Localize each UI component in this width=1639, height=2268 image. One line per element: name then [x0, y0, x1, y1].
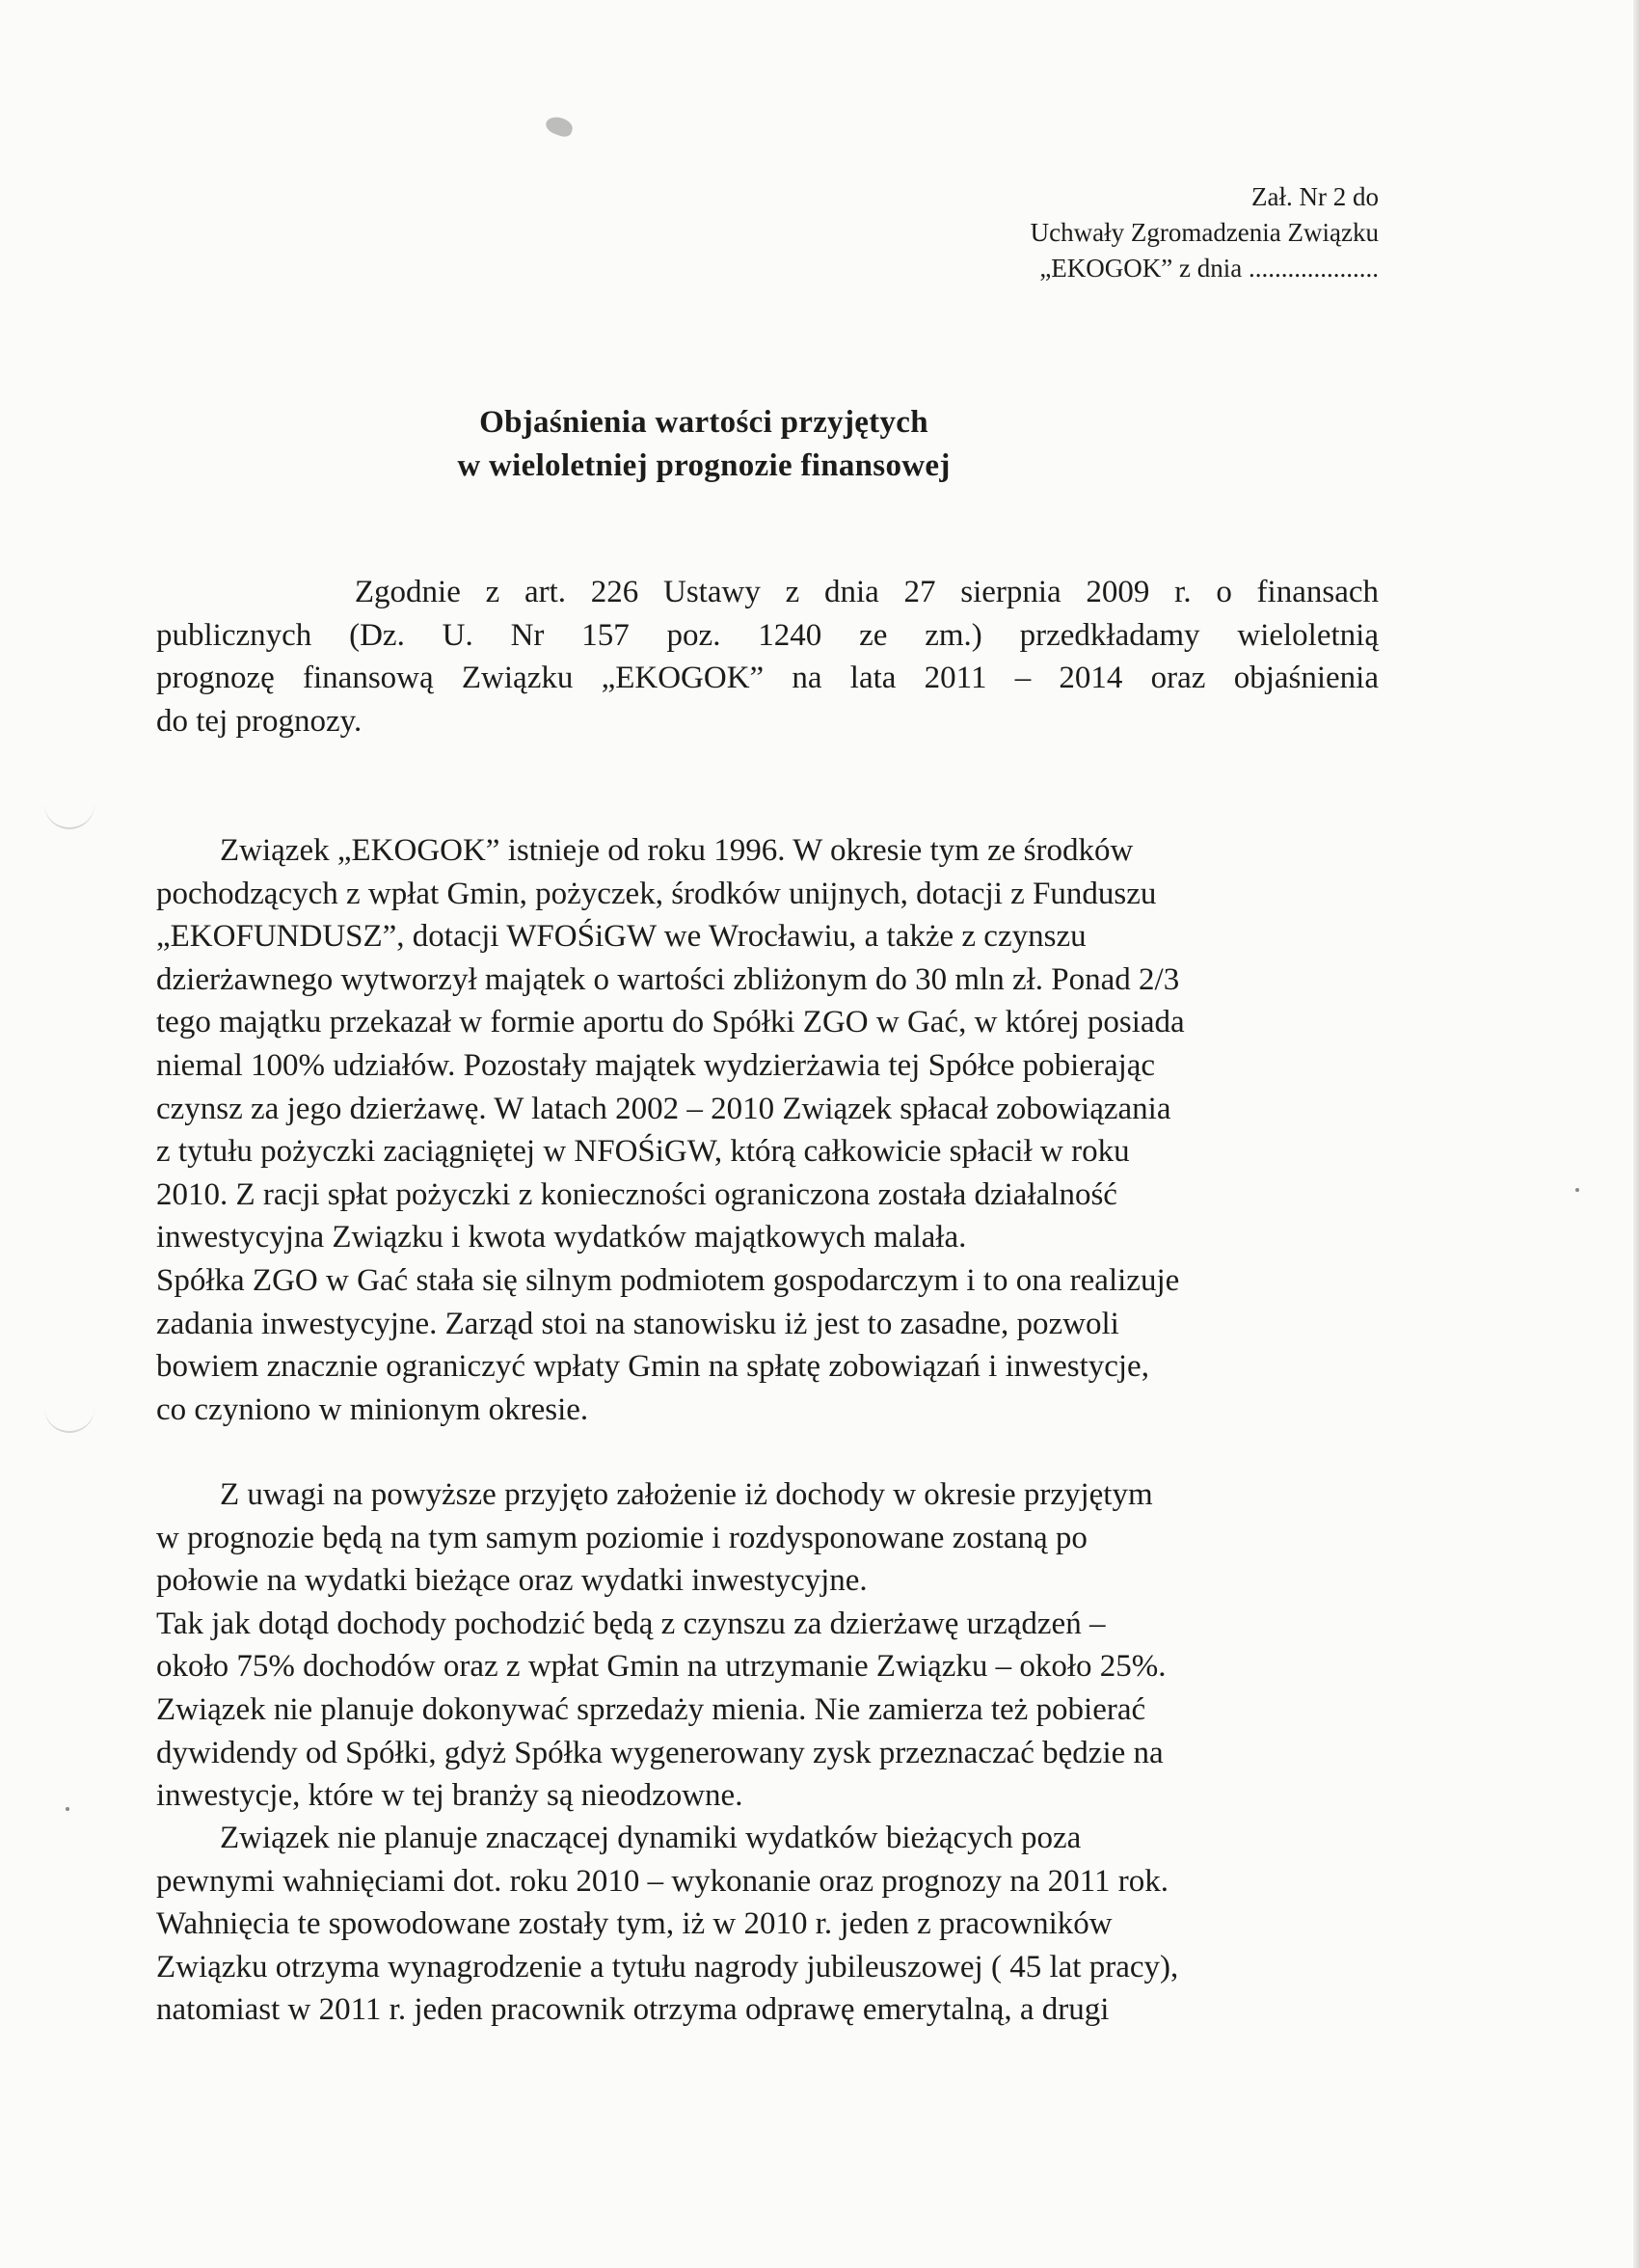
scan-speck — [544, 114, 575, 139]
document-title — [337, 401, 1070, 488]
paragraph-line: Tak jak dotąd dochody pochodzić będą z czynszu za dzierżawę urządzeń – — [156, 1606, 1106, 1641]
paragraph-line: z tytułu pożyczki zaciągniętej w NFOŚiGW, którą całkowicie spłacił w roku — [156, 1134, 1130, 1170]
paragraph-legal-basis — [156, 571, 1379, 742]
paragraph-line: natomiast w 2011 r. jeden pracownik otrzyma odprawę emerytalną, a drugi — [156, 1992, 1110, 2028]
paragraph-line: inwestycyjna Związku i kwota wydatków majątkowych malała. — [156, 1220, 967, 1256]
paragraph-line: dywidendy od Spółki, gdyż Spółka wygenerowany zysk przeznaczać będzie na — [156, 1735, 1164, 1770]
paragraph-line: tego majątku przekazał w formie aportu do Spółki ZGO w Gać, w której posiada — [156, 1005, 1185, 1040]
paragraph-line: zadania inwestycyjne. Zarząd stoi na stanowisku iż jest to zasadne, pozwoli — [156, 1306, 1119, 1341]
paragraph-line: niemal 100% udziałów. Pozostały majątek wydzierżawia tej Spółce pobierając — [156, 1047, 1156, 1083]
paragraph-line: pewnymi wahnięciami dot. roku 2010 – wykonanie oraz prognozy na 2011 rok. — [156, 1863, 1169, 1899]
scan-dot — [66, 1807, 69, 1811]
paragraph-line: bowiem znacznie ograniczyć wpłaty Gmin na spłatę zobowiązań i inwestycje, — [156, 1349, 1149, 1385]
annex-line: Uchwały Zgromadzenia Związku — [1030, 218, 1379, 247]
paragraph-line: Związek nie planuje znaczącej dynamiki wydatków bieżących poza — [156, 1821, 1082, 1855]
paragraph-line: inwestycje, które w tej branży są nieodzowne. — [156, 1778, 743, 1814]
paragraph-line: publicznych (Dz. U. Nr 157 poz. 1240 ze zm.) przedkładamy wieloletnią — [156, 617, 1379, 653]
paragraph-line: około 75% dochodów oraz z wpłat Gmin na utrzymanie Związku – około 25%. — [156, 1649, 1167, 1685]
scan-dot — [1575, 1188, 1579, 1192]
title-line: w wieloletniej prognozie finansowej — [457, 448, 951, 483]
paragraph-line: czynsz za jego dzierżawę. W latach 2002 – 2010 Związek spłacał zobowiązania — [156, 1091, 1171, 1126]
paragraph-history — [156, 829, 1379, 1431]
title-line: Objaśnienia wartości przyjętych — [479, 405, 928, 440]
paragraph-line: pochodzących z wpłat Gmin, pożyczek, środków unijnych, dotacji z Funduszu — [156, 876, 1157, 911]
paragraph-line: w prognozie będą na tym samym poziomie i rozdysponowane zostaną po — [156, 1520, 1088, 1555]
paragraph-line: co czyniono w minionym okresie. — [156, 1391, 589, 1427]
paragraph-line: „EKOFUNDUSZ”, dotacji WFOŚiGW we Wrocławiu, a także z czynszu — [156, 919, 1087, 955]
paragraph-line: Związku otrzyma wynagrodzenie a tytułu nagrody jubileuszowej ( 45 lat pracy), — [156, 1949, 1179, 1984]
punch-hole-mark — [44, 1406, 94, 1433]
paragraph-expenditures — [156, 1817, 1379, 2032]
punch-hole-mark — [44, 802, 94, 829]
paragraph-assumptions — [156, 1473, 1379, 1818]
paragraph-line: 2010. Z racji spłat pożyczki z konieczności ograniczona została działalność — [156, 1176, 1117, 1212]
annex-line: Zał. Nr 2 do — [1251, 182, 1379, 211]
paragraph-line: dzierżawnego wytworzył majątek o wartości zbliżonym do 30 mln zł. Ponad 2/3 — [156, 961, 1180, 997]
paragraph-line: Wahnięcia te spowodowane zostały tym, iż w 2010 r. jeden z pracowników — [156, 1906, 1113, 1942]
paragraph-line: Spółka ZGO w Gać stała się silnym podmiotem gospodarczym i to ona realizuje — [156, 1262, 1180, 1298]
paragraph-line: Z uwagi na powyższe przyjęto założenie iż dochody w okresie przyjętym — [156, 1477, 1153, 1512]
paragraph-line: Związek nie planuje dokonywać sprzedaży mienia. Nie zamierza też pobierać — [156, 1691, 1146, 1727]
annex-note — [945, 179, 1379, 286]
paragraph-line: połowie na wydatki bieżące oraz wydatki inwestycyjne. — [156, 1563, 868, 1599]
annex-line: „EKOGOK” z dnia .................... — [1039, 254, 1379, 283]
paragraph-line: Zgodnie z art. 226 Ustawy z dnia 27 sierpnia 2009 r. o finansach — [156, 575, 1379, 609]
paragraph-line: Związek „EKOGOK” istnieje od roku 1996. W okresie tym ze środków — [156, 833, 1134, 868]
paragraph-line: do tej prognozy. — [156, 703, 363, 739]
page-edge-shadow — [1633, 0, 1639, 2268]
paragraph-line: prognozę finansową Związku „EKOGOK” na lata 2011 – 2014 oraz objaśnienia — [156, 661, 1379, 696]
